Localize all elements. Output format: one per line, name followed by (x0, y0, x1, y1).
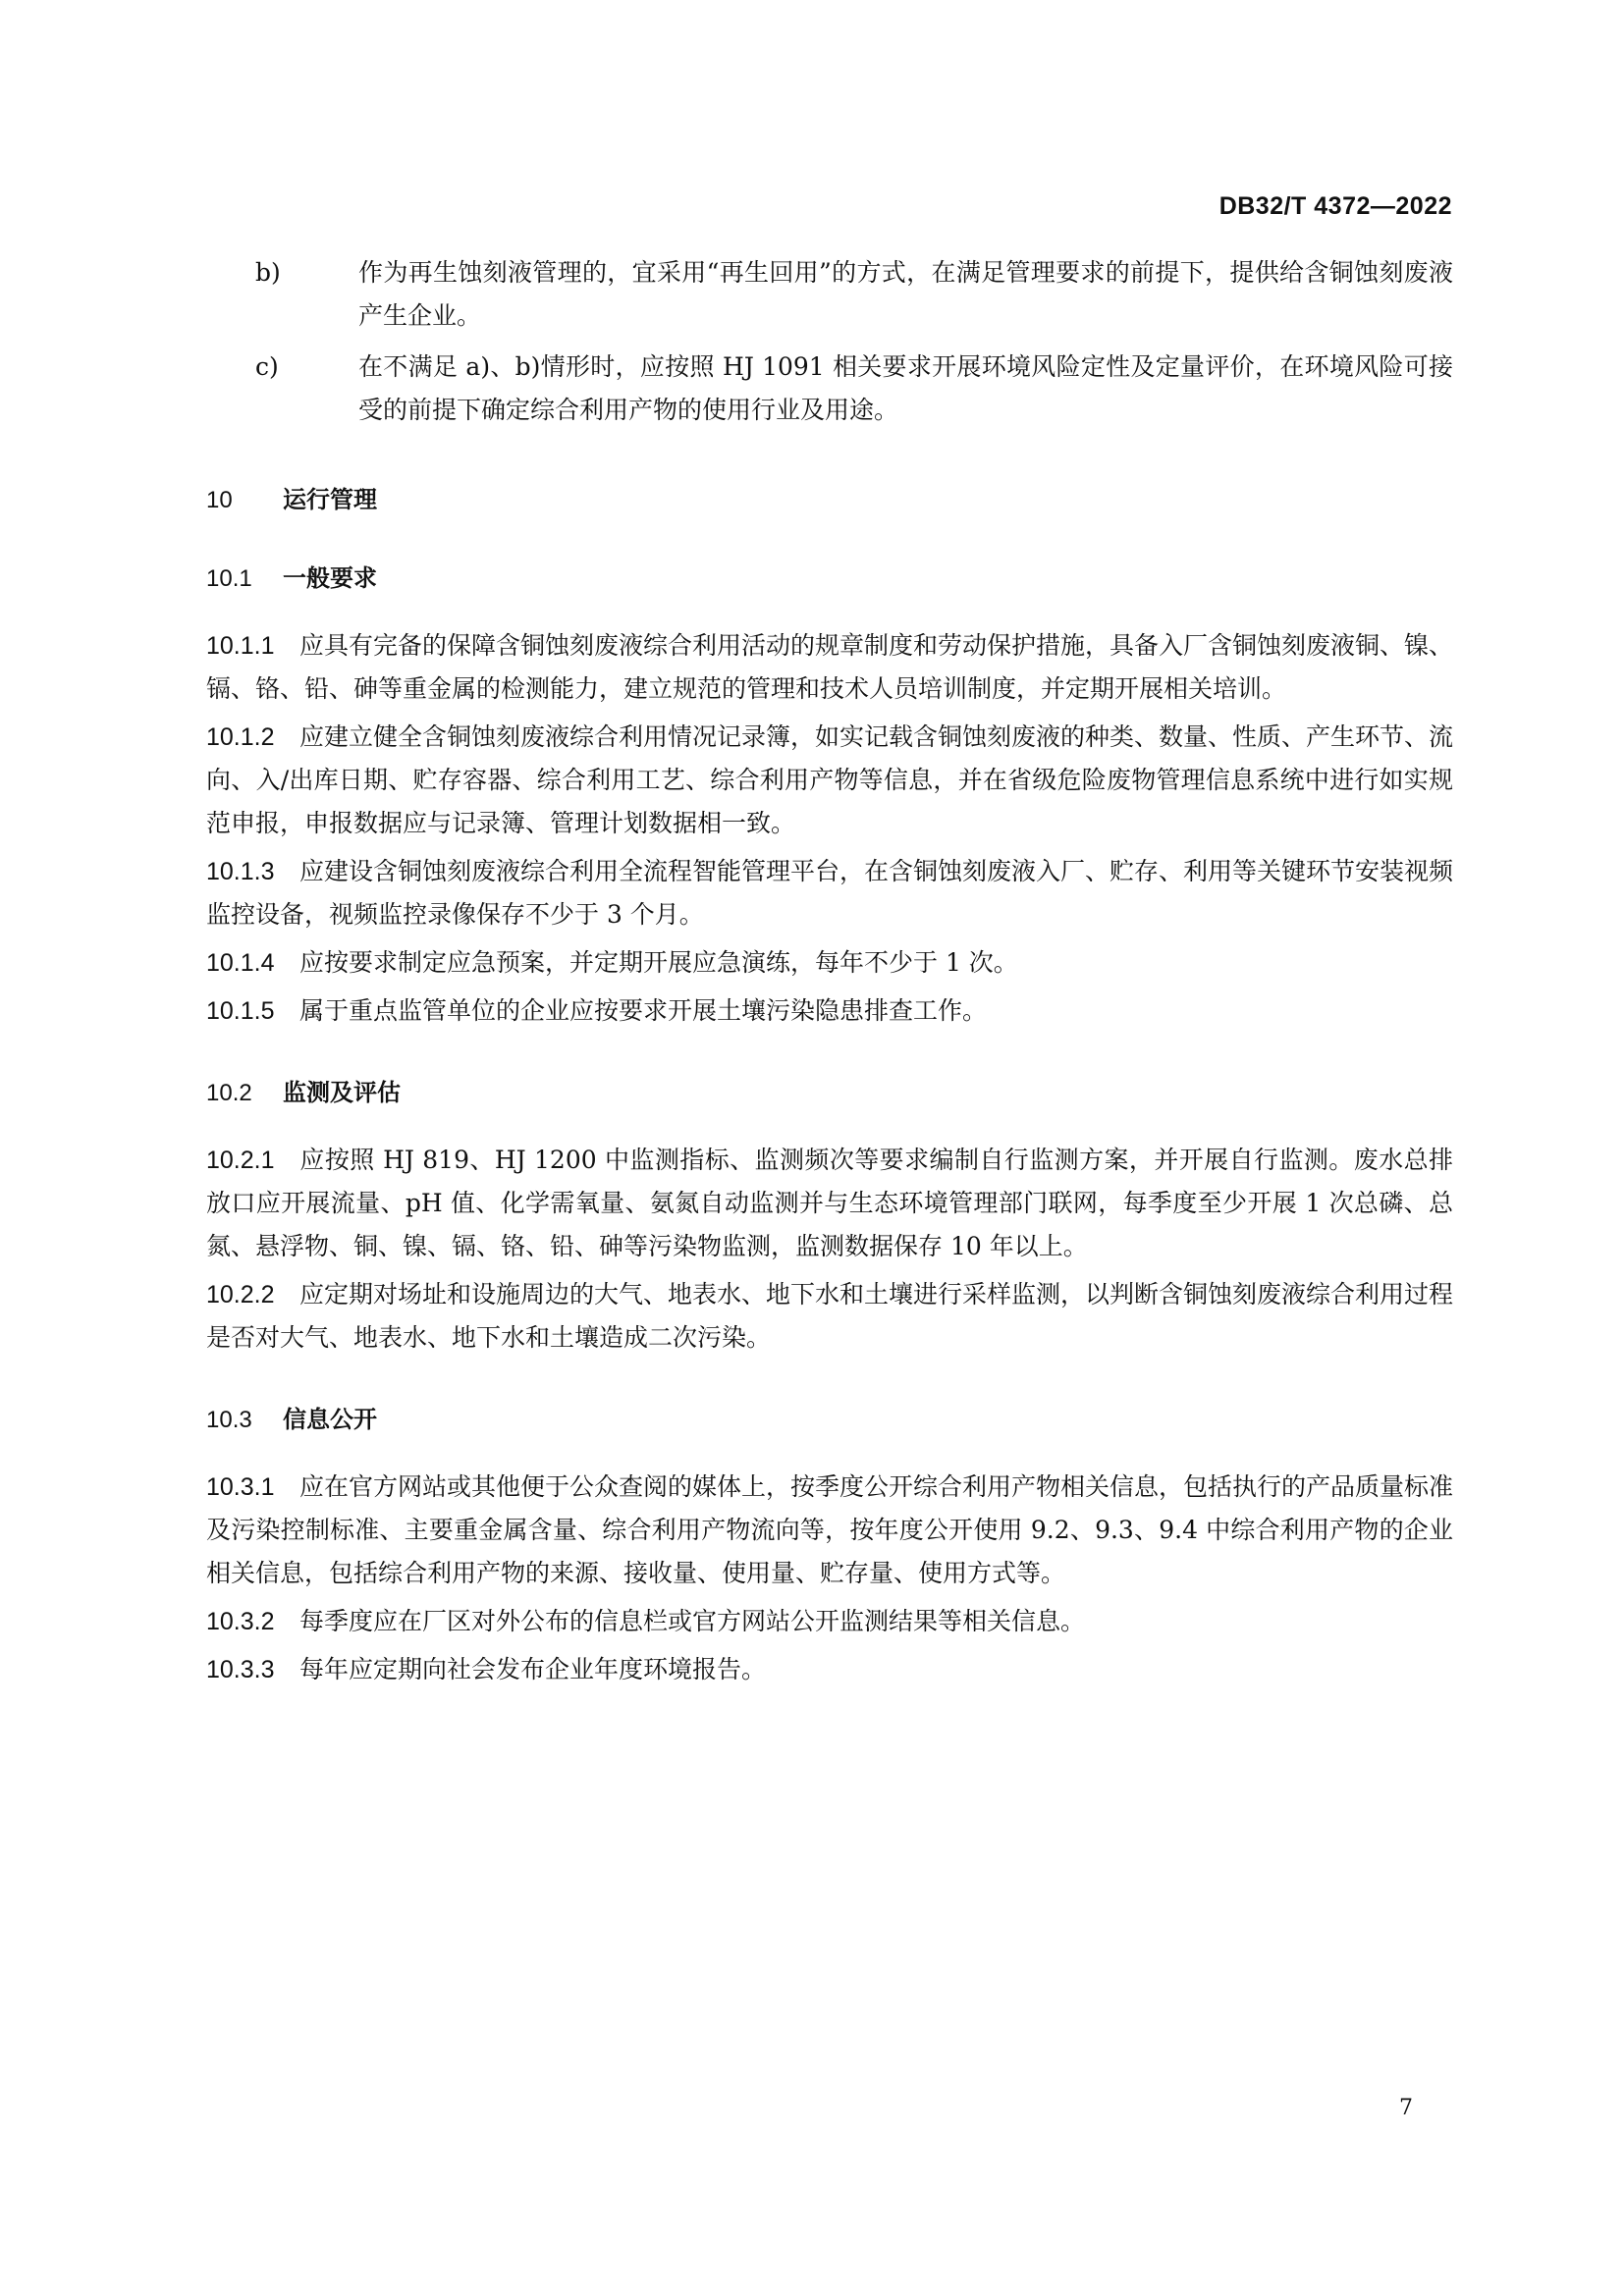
clause-text: 每年应定期向社会发布企业年度环境报告。 (299, 1655, 767, 1683)
clause-10-3-2 (206, 1600, 1453, 1643)
section-heading-10-3 (206, 1403, 1453, 1438)
clause-number: 10.3.2 (206, 1608, 275, 1635)
list-marker: b) (255, 258, 281, 287)
clause-10-2-2 (206, 1273, 1453, 1360)
clause-text: 应建设含铜蚀刻废液综合利用全流程智能管理平台，在含铜蚀刻废液入厂、贮存、利用等关键环节安装视频监控设备，视频监控录像保存不少于 3 个月。 (206, 857, 1454, 929)
clause-number: 10.3.1 (206, 1473, 275, 1501)
page-content (206, 251, 1453, 1696)
document-code-header: DB32/T 4372—2022 (1218, 192, 1452, 220)
clause-10-1-5 (206, 989, 1453, 1033)
clause-number: 10.1.2 (206, 723, 275, 751)
section-title: 运行管理 (283, 487, 377, 513)
clause-number: 10.3.3 (206, 1656, 275, 1683)
clause-number: 10.1.4 (206, 949, 275, 977)
clause-text: 应具有完备的保障含铜蚀刻废液综合利用活动的规章制度和劳动保护措施，具备入厂含铜蚀刻废液铜、镍、镉、铬、铅、砷等重金属的检测能力，建立规范的管理和技术人员培训制度，并定期开展相关培训。 (206, 631, 1454, 703)
clause-10-1-2 (206, 716, 1453, 845)
clause-number: 10.2.2 (206, 1281, 275, 1308)
clause-text: 应按照 HJ 819、HJ 1200 中监测指标、监测频次等要求编制自行监测方案，并开展自行监测。废水总排放口应开展流量、pH 值、化学需氧量、氨氮自动监测并与生态环境管理部门联网，每季度至少开展 1 次总磷、总氮、悬浮物、铜、镍、镉、铬、铅、砷等污染物监测，监测数据保存 10 年以上。 (206, 1146, 1453, 1260)
clause-text: 每季度应在厂区对外公布的信息栏或官方网站公开监测结果等相关信息。 (299, 1607, 1086, 1635)
clause-text: 应在官方网站或其他便于公众查阅的媒体上，按季度公开综合利用产物相关信息，包括执行的产品质量标准及污染控制标准、主要重金属含量、综合利用产物流向等，按年度公开使用 9.2、9.3、9.4 中综合利用产物的企业相关信息，包括综合利用产物的来源、接收量、使用量、贮存量、使用方式等。 (206, 1472, 1454, 1587)
clause-text: 应定期对场址和设施周边的大气、地表水、地下水和土壤进行采样监测，以判断含铜蚀刻废液综合利用过程是否对大气、地表水、地下水和土壤造成二次污染。 (206, 1280, 1454, 1352)
clause-10-1-1 (206, 624, 1453, 711)
clause-number: 10.2.1 (206, 1147, 275, 1174)
clause-text: 应建立健全含铜蚀刻废液综合利用情况记录簿，如实记载含铜蚀刻废液的种类、数量、性质、产生环节、流向、入/出库日期、贮存容器、综合利用工艺、综合利用产物等信息，并在省级危险废物管理信息系统中进行如实规范申报，申报数据应与记录簿、管理计划数据相一致。 (206, 722, 1454, 837)
clause-10-1-4 (206, 941, 1453, 985)
section-heading-10-1 (206, 561, 1453, 597)
list-item-b (255, 251, 1453, 338)
clause-10-1-3 (206, 850, 1453, 936)
section-number: 10 (206, 487, 233, 513)
clause-10-2-1 (206, 1139, 1453, 1268)
clause-number: 10.1.5 (206, 997, 275, 1025)
list-marker: c) (255, 352, 279, 381)
section-number: 10.1 (206, 565, 252, 592)
clause-number: 10.1.1 (206, 632, 275, 660)
list-item-text: 作为再生蚀刻液管理的，宜采用“再生回用”的方式，在满足管理要求的前提下，提供给含铜蚀刻废液产生企业。 (358, 258, 1453, 330)
section-title: 信息公开 (283, 1407, 377, 1433)
section-number: 10.2 (206, 1080, 252, 1106)
section-heading-10-2 (206, 1076, 1453, 1111)
clause-10-3-3 (206, 1648, 1453, 1691)
section-heading-10 (206, 483, 1453, 518)
section-title: 一般要求 (283, 565, 377, 592)
list-item-text: 在不满足 a)、b)情形时，应按照 HJ 1091 相关要求开展环境风险定性及定量评价，在环境风险可接受的前提下确定综合利用产物的使用行业及用途。 (358, 352, 1453, 424)
clause-number: 10.1.3 (206, 858, 275, 885)
clause-text: 属于重点监管单位的企业应按要求开展土壤污染隐患排查工作。 (299, 996, 988, 1025)
section-number: 10.3 (206, 1407, 252, 1433)
clause-10-3-1 (206, 1466, 1453, 1595)
section-title: 监测及评估 (283, 1080, 401, 1106)
list-item-c (255, 346, 1453, 432)
page-number: 7 (1399, 2096, 1413, 2120)
clause-text: 应按要求制定应急预案，并定期开展应急演练，每年不少于 1 次。 (299, 948, 1018, 977)
